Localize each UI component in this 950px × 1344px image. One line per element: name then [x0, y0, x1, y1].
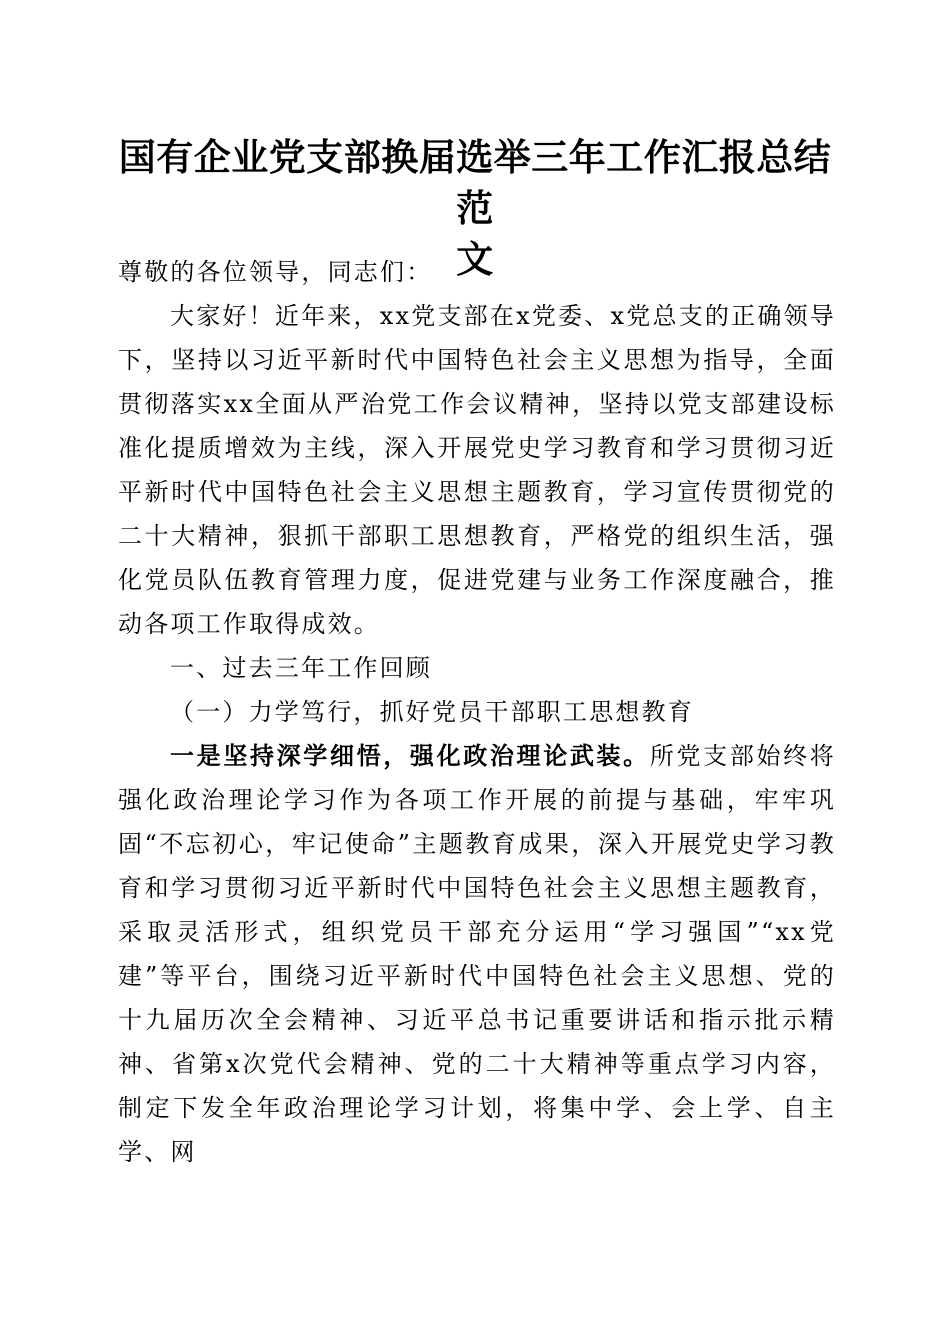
- point-one-lead: 一是坚持深学细悟，强化政治理论武装。: [170, 741, 650, 770]
- point-one-text: 所党支部始终将强化政治理论学习作为各项工作开展的前提与基础，牢牢巩固“不忘初心，牢记使命”主题教育成果，深入开展党史学习教育和学习贯彻习近平新时代中国特色社会主义思想主题教育，采取灵活形式，组织党员干部充分运用“学习强国”“xx党建”等平台，围绕习近平新时代中国特色社会主义思想、党的十九届历次全会精神、习近平总书记重要讲话和指示批示精神、省第x次党代会精神、党的二十大精神等重点学习内容，制定下发全年政治理论学习计划，将集中学、会上学、自主学、网: [118, 742, 836, 1166]
- point-one-paragraph: [118, 734, 836, 1174]
- subsection-heading: （一）力学笃行，抓好党员干部职工思想教育: [170, 698, 694, 726]
- title-line-2: 文: [456, 237, 494, 281]
- section-heading: 一、过去三年工作回顾: [170, 654, 432, 682]
- title-line-1: 国有企业党支部换届选举三年工作汇报总结范: [118, 135, 832, 230]
- greeting: 尊敬的各位领导，同志们：: [118, 258, 433, 286]
- document-body: [118, 250, 836, 1174]
- intro-paragraph: 大家好！近年来，xx党支部在x党委、x党总支的正确领导下，坚持以习近平新时代中国特色社会主义思想为指导，全面贯彻落实xx全面从严治党工作会议精神，坚持以党支部建设标准化提质增效为主线，深入开展党史学习教育和学习贯彻习近平新时代中国特色社会主义思想主题教育，学习宣传贯彻党的二十大精神，狠抓干部职工思想教育，严格党的组织生活，强化党员队伍教育管理力度，促进党建与业务工作深度融合，推动各项工作取得成效。: [118, 302, 836, 638]
